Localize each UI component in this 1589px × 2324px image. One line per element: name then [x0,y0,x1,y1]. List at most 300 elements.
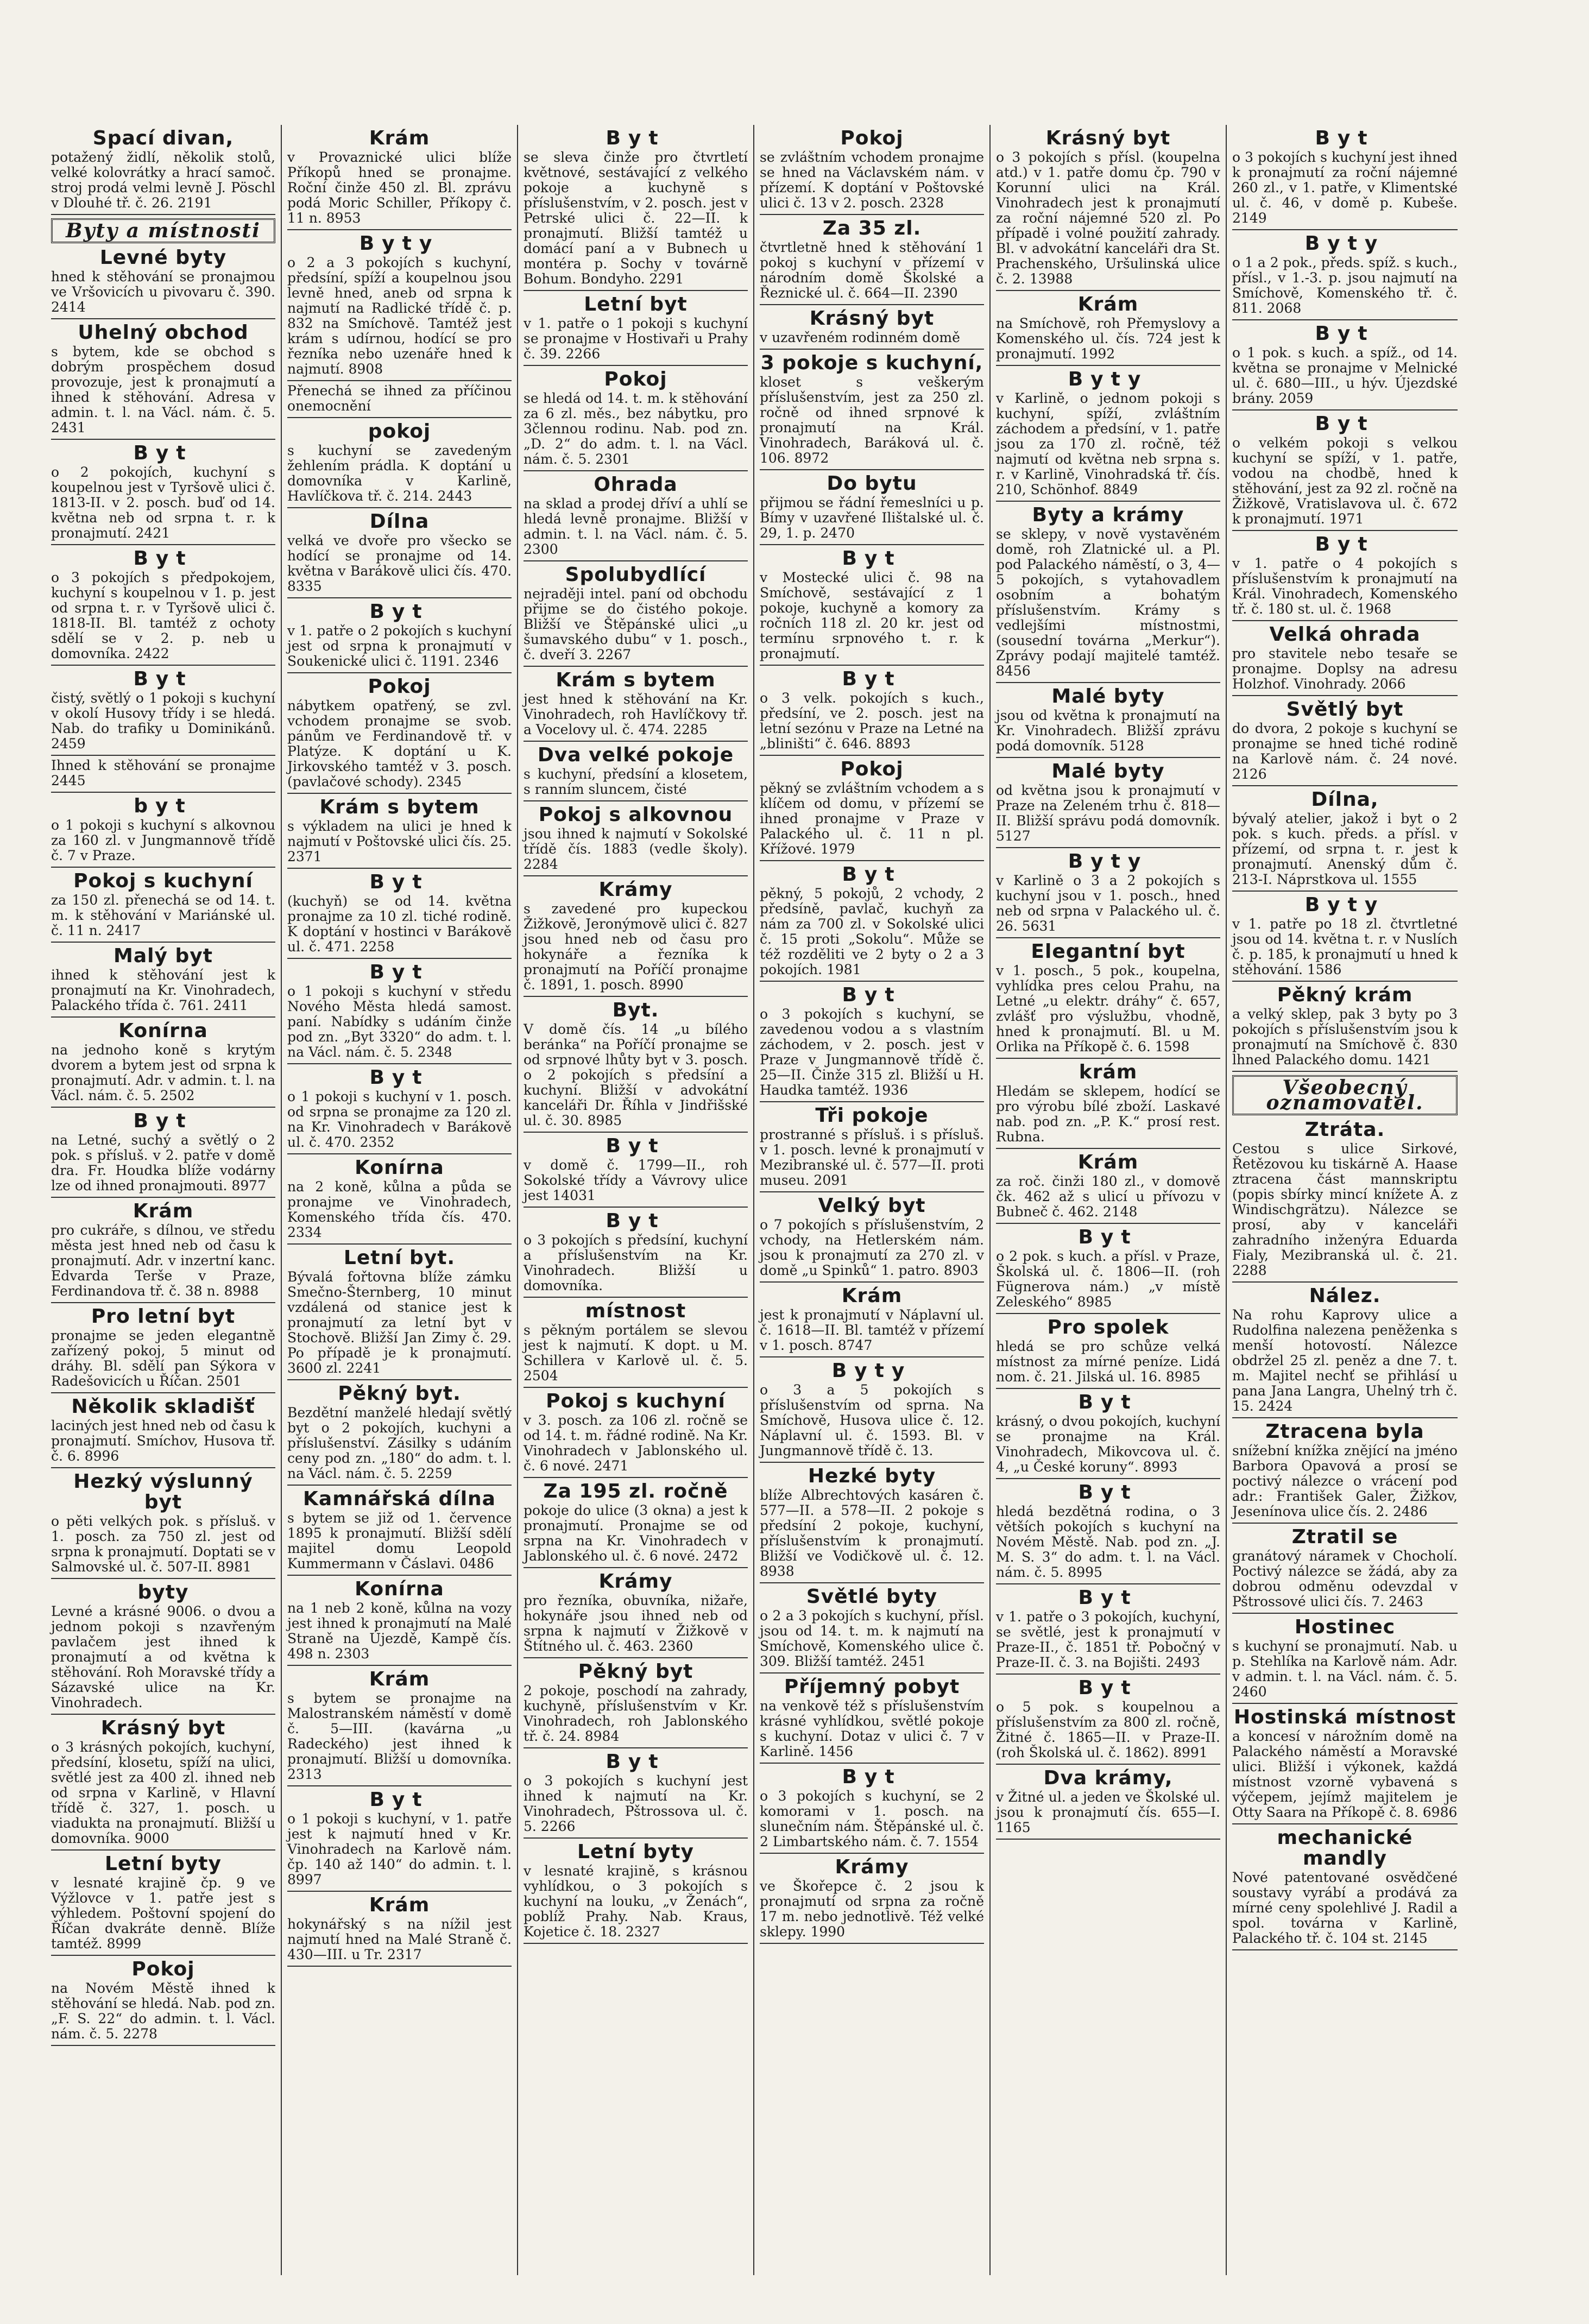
ad-column-6 [1227,125,1463,2275]
ad-title: Malé byty [1051,760,1165,782]
ad-title: Byty [359,232,440,255]
ad-text: prostranné s přísluš. i s přísluš. v 1. posch. levné k pronajmutí v Mezibranské ul. č. 577—II. proti museu. 2091 [760,1127,984,1188]
classified-ad [287,962,512,1060]
ad-title: Krásný byt [1045,127,1171,149]
ad-title: Tři pokoje [815,1104,929,1127]
ad-text: hokynářský s na nížil jest najmutí hned na Malé Straně č. 430—III. u Tr. 2317 [287,1916,512,1962]
ad-title: Byt [1078,1481,1138,1504]
classified-ad [51,128,275,211]
classified-ad [996,1768,1220,1835]
classified-ad [51,871,275,938]
classified-ad [287,602,512,669]
ad-divider [51,1955,275,1956]
ad-divider [996,1478,1220,1479]
ad-title: Pokoj [131,1958,195,1980]
classified-ad [524,565,748,662]
ad-text: v Karlině, o jednom pokoji s kuchyní, spíží, zvláštním záchodem a předsíní, v 1. patře jsou za 170 zl. ročně, též najmutí od května neb srpna s. r. v Karlině, Vinohradská tř. čís. 210, Schönhof. 8849 [996,390,1220,497]
ad-divider [524,1837,748,1839]
ad-title: Byty [1304,894,1385,916]
ad-divider [760,469,984,470]
ad-divider [524,290,748,291]
ad-text: s zavedené pro kupeckou Žižkově, Jeronýmově ulici č. 827 jsou hned neb od času pro hokynáře a řezníka k pronajmutí na Poříčí pronajme č. 1891, 1. posch. 8990 [524,901,748,993]
ad-title: Letní byty [105,1853,222,1875]
ad-divider [524,1132,748,1133]
ad-divider [760,1356,984,1357]
classified-ad [524,1481,748,1564]
classified-ad [760,669,984,751]
ad-text: na 2 koně, kůlna a půda se pronajme ve Vinohradech, Komenského třída čís. 470. 2334 [287,1179,512,1240]
ad-divider [51,867,275,868]
ad-divider [287,793,512,794]
classified-ad [287,1895,512,1962]
ad-text: o 1 pokoji s kuchyní, v 1. patře jest k najmutí hned v Kr. Vinohradech na Karlově nám. čp. 140 až 140“ do admin. t. l. 8997 [287,1811,512,1887]
ad-title: Byt [133,668,193,690]
ad-divider [760,1763,984,1764]
ad-title: Konírna [355,1578,444,1600]
classified-ad [996,761,1220,844]
ad-text: o velkém pokoji s velkou kuchyní se spíží, v 1. patře, vodou na chodbě, hned k stěhování, jest za 92 zl. ročně na Žižkově, Vratislavova ul. č. 672 k pronajmutí. 1971 [1232,435,1458,527]
ad-text: v uzavřeném rodinném domě [760,330,960,345]
ad-text: o 5 pok. s koupelnou a příslušenstvím za 800 zl. ročně, Žitné č. 1865—II. v Praze-II. (roh Školská ul. č. 1862). 8991 [996,1699,1220,1760]
ad-text: hledá se pro schůze velká místnost za mírné peníze. Lidá nom. č. 21. Jilská ul. 16. 8985 [996,1338,1220,1385]
ad-divider [760,1101,984,1102]
ad-divider [51,1107,275,1108]
ad-divider [51,1578,275,1579]
ad-text: jsou ihned k najmutí v Sokolské třídě čís. 1883 (vedle školy). 2284 [524,826,748,872]
ad-text: s kuchyní se pronajmutí. Nab. u p. Stehlíka na Karlově nám. Adr. v admin. t. l. na Václ. nám. č. 5. 2460 [1232,1638,1458,1700]
classified-ad [524,1662,748,1744]
ad-title: Světlé byty [806,1586,938,1608]
ad-title: Byt [606,127,666,149]
classified-ad [287,1669,512,1782]
ad-title: Uhelný obchod [78,321,249,344]
ad-title: Pokoj [368,675,431,698]
ad-divider [996,365,1220,366]
ad-divider [51,544,275,545]
ad-title: Pro letní byt [91,1305,236,1328]
ad-title: Elegantní byt [1031,940,1186,963]
ad-divider [524,996,748,997]
ad-title: Byt [842,668,902,690]
ad-title: Letní byt. [343,1247,456,1269]
ad-text: pěkný se zvláštním vchodem a s klíčem od domu, v přízemí se ihned pronajme v Praze v Palackého ul. č. 11 n pl. Křížové. 1979 [760,780,984,857]
classified-ad [524,805,748,872]
ad-title: Byt [1078,1226,1138,1248]
ad-title: Byty [831,1360,912,1382]
ad-text: Přenechá se ihned za příčinou onemocnění [287,383,512,414]
ad-text: na 1 neb 2 koně, kůlna na vozy jest ihned k pronajmutí na Malé Straně na Újezdě, Kampě čís. 498 n. 2303 [287,1600,512,1662]
classified-ad [996,505,1220,679]
ad-divider [996,290,1220,291]
ad-text: na Smíchově, roh Přemyslovy a Komenského ul. čís. 724 jest k pronajmutí. 1992 [996,315,1220,362]
ad-divider [287,1485,512,1486]
ad-title: mechanické mandly [1277,1827,1413,1870]
ad-title: Pokoj s kuchyní [546,1390,726,1412]
ad-divider [760,214,984,215]
ad-title: Pokoj s alkovnou [538,804,733,826]
ad-divider [1232,1523,1458,1524]
classified-ad [1232,414,1458,527]
ad-divider [287,1153,512,1154]
ad-text: o 1 pokoji s kuchyní s alkovnou za 160 zl. v Jungmannově třídě č. 7 v Praze. [51,817,275,863]
ad-text: čistý, světlý o 1 pokoji s kuchyní v okolí Husovy třídy i se hledá. Nab. do trafiky u Dominikánů. 2459 [51,690,275,751]
classified-ad [524,1301,748,1384]
ad-text: o 3 pokojích s předpokojem, kuchyní s koupelnou v 1. p. jest od srpna t. r. v Tyršově ulici č. 1818-II. Bl. tamtéž z ochoty sdělí se v 2. p. neb u domovníka. 2422 [51,570,275,661]
ad-text: o 1 pokoji s kuchyní v středu Nového Města hledá samost. paní. Nabídky s udáním činže pod zn. „Byt 3320“ do adm. t. l. na Václ. nám. č. 5. 2348 [287,983,512,1060]
ad-title: Krásný byt [100,1717,226,1739]
ad-text: na jednoho koně s krytým dvorem a bytem jest od srpna k pronajmutí. Adr. v admin. t. l. na Václ. nám. č. 5. 2502 [51,1042,275,1103]
ad-title: Byt [133,442,193,464]
ad-divider [524,1387,748,1388]
ad-text: kloset s veškerým příslušenstvím, jest za 250 zl. ročně od ihned srpnové k pronajmutí na Král. Vinohradech, Baráková ul. č. 106. 8972 [760,374,984,466]
ad-text: o 1 pok. s kuch. a spíž., od 14. května se pronajme v Melnické ul. č. 680—III., u hýv. Újezdské brány. 2059 [1232,345,1458,406]
ad-divider [996,1058,1220,1059]
classified-ad [996,1678,1220,1760]
classified-ad [760,864,984,977]
ad-divider [760,1853,984,1854]
ad-column-5 [991,125,1227,2275]
classified-ad [524,1752,748,1834]
classified-ad [996,1588,1220,1670]
ad-text: jest hned k stěhování na Kr. Vinohradech, roh Havlíčkovy tř. a Vocelovy ul. č. 474. 2285 [524,691,748,737]
classified-ad [51,1472,275,1575]
ad-divider [1232,620,1458,621]
classified-ad [287,511,512,594]
classified-ad [1232,233,1458,316]
ad-title: Kamnářská dílna [303,1488,496,1510]
ad-text: v Karlině o 3 a 2 pokojích s kuchyní jsou v 1. posch., hned neb od srpna v Palackého ul. č. 26. 5631 [996,873,1220,934]
classified-ad [524,475,748,557]
ad-divider [524,560,748,561]
ad-divider [287,1785,512,1786]
ad-divider [996,1839,1220,1840]
classified-ad [996,1482,1220,1580]
classified-ad [524,1000,748,1128]
ad-text: se hledá od 14. t. m. k stěhování za 6 zl. měs., bez nábytku, pro 3člennou rodinu. Nab. pod zn. „D. 2“ do adm. t. l. na Václ. nám. č. 5. 2301 [524,390,748,467]
classified-ad [524,369,748,467]
newspaper-classified-page [46,125,1540,2275]
ad-divider [524,1567,748,1568]
ad-divider [51,1016,275,1018]
ad-divider [996,1583,1220,1584]
classified-ad [524,880,748,993]
ad-title: Byt [1315,413,1375,435]
ad-text: v Mostecké ulici č. 98 na Smíchově, sestávající z 1 pokoje, kuchyně a komory za ročních 118 zl. 20 kr. jest od termínu srpnového t. r. k pronajmutí. [760,570,984,661]
ad-text: s kuchyní se zavedeným žehlením prádla. K doptání u domovníka v Karlině, Havlíčkova tř. č. 214. 2443 [287,443,512,504]
classified-ad [1232,1422,1458,1519]
ad-title: Velká ohrada [1269,623,1421,646]
ad-title: Velký byt [818,1195,926,1217]
classified-ad [524,1571,748,1654]
ad-divider [287,1665,512,1666]
ad-divider [524,800,748,801]
classified-ad [51,1854,275,1952]
ad-text: o 3 pokojích s kuchyní, se 2 komorami v 1. posch. na slunečním nám. Štěpánské ul. č. 2 Limbartského nám. č. 7. 1554 [760,1788,984,1849]
ad-title: Krám [1077,293,1139,315]
classified-ad [996,128,1220,287]
ad-title: Ztráta. [1304,1119,1385,1141]
ad-divider [996,501,1220,502]
ad-divider [760,1582,984,1583]
ad-text: v Žitné ul. a jeden ve Školské ul. jsou k pronajmutí čís. 655—I. 1165 [996,1789,1220,1835]
ad-title: Byt [369,601,430,623]
classified-ad [51,1111,275,1193]
ad-divider [524,1747,748,1748]
ad-divider [1232,981,1458,982]
classified-ad [287,1158,512,1240]
ad-text: Hledám se sklepem, hodící se pro výrobu bílé zboží. Laskavé nab. pod zn. „P. K.“ prosí rest. Rubna. [996,1083,1220,1145]
ad-text: do dvora, 2 pokoje s kuchyní se pronajme se hned tiché rodině na Karlově nám. č. 24 nové. 2126 [1232,721,1458,782]
ad-text: s bytem, kde se obchod s dobrým prospěchem dosud provozuje, jest k pronajmutí a ihned k stěhování. Adresa v admin. t. l. na Václ. nám. č. 5. 2431 [51,344,275,435]
ad-title: Letní byt [584,293,688,315]
ad-divider [760,755,984,756]
ad-title: Byt [369,961,430,983]
ad-divider [287,1063,512,1064]
ad-text: snížební knížka znějící na jméno Barbora Opavová a prosí se poctivý nálezce o vrácení pod adr.: František Galer, Žižkov, Jesenínova ulice čís. 2. 2486 [1232,1443,1458,1519]
ad-text: s kuchyní, předsíní a klosetem, s ranním sluncem, čisté [524,766,748,797]
ad-title: Byt [369,871,430,893]
ad-title: Byt [1315,323,1375,345]
ad-divider [996,937,1220,938]
classified-ad [51,1201,275,1299]
ad-divider [524,1207,748,1208]
classified-ad [760,1466,984,1579]
classified-ad [51,1959,275,2042]
ad-title: Spolubydlící [565,564,707,586]
ad-title: Konírna [118,1020,208,1042]
ad-title: Dva velké pokoje [537,744,734,766]
ad-text: ihned k stěhování jest k pronajmutí na Kr. Vinohradech, Palackého třída č. 761. 2411 [51,967,275,1013]
ad-text: o 3 velk. pokojích s kuch., předsíní, ve 2. posch. jest na letní sezónu v Praze na Letné na „bliništi“ č. 646. 8893 [760,690,984,751]
ad-title: Několik skladišť [71,1395,255,1418]
ad-divider [760,860,984,861]
ad-text: v Provaznické ulici blíže Příkopů hned se pronajme. Roční činže 450 zl. Bl. zprávu podá Moric Schiller, Příkopy č. 11 n. 8953 [287,149,512,226]
ad-title: Krám [841,1285,903,1307]
ad-column-1 [46,125,282,2275]
classified-ad [524,745,748,797]
classified-ad [51,1397,275,1464]
ad-title: Malé byty [1051,685,1165,708]
ad-text: Cestou s ulice Sirkové, Řetězovou ku tiskárně A. Haase ztracena část mannskriptu (popis sbírky mincí knížete A. z Windischgrätzu). Nálezce se prosí, aby v kanceláři zahradního inženýra Eduarda Fialy, Mezibranská ul. č. 21. 2288 [1232,1141,1458,1278]
ad-text: o 1 a 2 pok., předs. spíž. s kuch., přísl., v 1.-3. p. jsou najmutí na Smíchově, Komenského tř. č. 811. 2068 [1232,255,1458,316]
ad-divider [287,507,512,508]
classified-ad [287,1068,512,1150]
ad-divider [760,304,984,305]
classified-ad [760,308,984,345]
ad-divider [996,847,1220,848]
ad-title: Byty [1068,368,1149,390]
classified-ad [760,985,984,1098]
classified-ad [51,1718,275,1846]
ad-divider [760,1943,984,1944]
classified-ad [287,1489,512,1571]
ad-text: Na rohu Kaprovy ulice a Rudolfina nalezena peněženka s menší hotovostí. Nálezce obdržel 25 zl. peněz a dne 7. t. m. Majitel nechť se přihlásí u pana Jana Langra, Uhelný trh č. 15. 2424 [1232,1307,1458,1414]
ad-title: Dílna [369,510,430,533]
ad-title: Byt [1078,1587,1138,1609]
ad-divider [51,214,275,215]
ad-divider [51,1197,275,1198]
ad-text: o 3 pokojích s kuchyní jest ihned k najmutí na Kr. Vinohradech, Pštrossova ul. č. 5. 2266 [524,1773,748,1834]
ad-text: v 1. patře o 1 pokoji s kuchyní se pronajme v Hostivaři u Prahy č. 39. 2266 [524,315,748,362]
ad-text: a koncesí v nárožním domě na Palackého náměstí a Moravské ulici. Bližší i výkonek, každá místnost vzorně vybavená s výčepem, jejímž majitelem je Otty Saara na Příkopě č. 8. 6986 [1232,1728,1458,1820]
ad-title: Byty a krámy [1032,504,1184,526]
ad-title: Byt [842,547,902,570]
ad-divider [1232,409,1458,411]
ad-text: bývalý atelier, jakož i byt o 2 pok. s kuch. předs. a přísl. v přízemí, od srpna t. r. jest k pronajmutí. Anenský dům č. 213-I. Náprstkova ul. 1555 [1232,811,1458,887]
ad-text: o 3 pokojích s kuchyní jest ihned k pronajmutí za roční nájemné 260 zl., v 1. patře, v Klimentské ul. č. 46, v domě p. Kubeše. 2149 [1232,149,1458,226]
ad-text: v 1. patře o 2 pokojích s kuchyní jest od srpna k pronajmutí v Soukenické ulici č. 1191. 2346 [287,623,512,669]
ad-title: Do bytu [827,472,917,495]
classified-ad [1232,1286,1458,1414]
ad-divider [524,470,748,471]
ad-title: Krám [369,127,430,149]
ad-text: o 2 pok. s kuch. a přísl. v Praze, Školská ul. č. 1806—II. (roh Fügnerova nám.) „v místě Zeleského“ 8985 [996,1248,1220,1310]
ad-divider [51,1714,275,1715]
ad-text: v lesnaté krajině, s krásnou vyhlídkou, o 3 pokojích s kuchyní na louku, „v Ženách“, poblíž Prahy. Nab. Kraus, Kojetice č. 18. 2327 [524,1863,748,1940]
ad-title: Nález. [1309,1285,1381,1307]
classified-ad [1232,1707,1458,1820]
ad-text: ve Škořepce č. 2 jsou k pronajmutí od srpna za ročně 17 m. nebo jednotlivě. Též velké sklepy. 1990 [760,1878,984,1940]
ad-title: Hostinec [1294,1616,1396,1638]
ad-divider [1232,1613,1458,1614]
classified-ad [51,1021,275,1103]
classified-ad [287,421,512,504]
ad-divider [51,665,275,666]
ad-title: Krámy [835,1856,909,1878]
ad-title: Krásný byt [809,307,935,330]
ad-divider [287,958,512,959]
ad-divider [1232,1281,1458,1283]
classified-ad [524,670,748,737]
ad-divider [1232,530,1458,531]
ad-text: za roč. činži 180 zl., v domově čk. 462 až s ulicí u přívozu v Bubneč č. 462. 2148 [996,1173,1220,1220]
ad-text: čtvrtletně hned k stěhování 1 pokoj s kuchyní v přízemí v národním domě Školské a Řeznické ul. č. 664—II. 2390 [760,239,984,301]
classified-ad [1232,128,1458,226]
classified-ad [287,1579,512,1662]
classified-ad [1232,624,1458,692]
classified-ad [524,1211,748,1293]
classified-ad [996,369,1220,497]
ad-title: Za 35 zl. [822,217,922,239]
ad-text: v 1. patře o 3 pokojích, kuchyní, se světlé, jest k pronajmutí v Praze-II., č. 1851 tř. Pobočný v Praze-II. č. 3. na Bojišti. 2493 [996,1609,1220,1670]
ad-divider [1232,229,1458,230]
ad-text: nejraději intel. paní od obchodu přijme se do čistého pokoje. Bližší ve Štěpánské ulici „u šumavského dubu“ v 1. posch., č. dveří 3. 2267 [524,586,748,662]
ad-text: jest k pronajmutí v Náplavní ul. č. 1618—II. Bl. tamtéž v přízemí v 1. posch. 8747 [760,1307,984,1353]
classified-ad [996,1227,1220,1310]
ad-title: Byt [1078,1391,1138,1413]
ad-text: hned k stěhování se pronajmou ve Vršovicích u pivovaru č. 390. 2414 [51,269,275,315]
ad-title: Byty [1304,232,1385,255]
ad-title: Byt [133,547,193,570]
classified-ad [51,323,275,435]
classified-ad [1232,985,1458,1068]
ad-text: pokoje do ulice (3 okna) a jest k pronajmutí. Pronajme se od srpna na Kr. Vinohradech v Jablonského ul. č. 6 nové. 2472 [524,1502,748,1564]
ad-text: s pěkným portálem se slevou jest k najmutí. K dopt. u M. Schillera v Karlově ul. č. 5. 2504 [524,1322,748,1384]
classified-ad [287,1790,512,1887]
ad-title: Levné byty [99,247,227,269]
ad-text: Ihned k stěhování se pronajme 2445 [51,757,275,788]
ad-divider [996,1764,1220,1765]
section-heading: Byty a místnosti [51,218,275,243]
ad-text: na Letné, suchý a světlý o 2 pok. s přísluš. v 2. patře v domě dra. Fr. Houdka blíže vodárny lze od ihned pronajmouti. 8977 [51,1132,275,1193]
ad-text: pro cukráře, s dílnou, ve středu města jest hned neb od času k pronajmutí. Adr. v inzertní kanc. Edvarda Terše v Praze, Ferdinandova tř. č. 38 n. 8988 [51,1222,275,1299]
classified-ad [287,383,512,414]
ad-divider [287,1575,512,1576]
classified-ad [760,353,984,466]
ad-text: nábytkem opatřený, se zvl. vchodem pronajme se svob. pánům ve Ferdinandově tř. v Platýze. K doptání u K. Jirkovského tamtéž v 3. posch. (pavlačové schody). 2345 [287,698,512,790]
ad-divider [287,868,512,869]
ad-text: o 3 pokojích s předsíní, kuchyní a příslušenstvím na Kr. Vinohradech. Bližší u domovníka. [524,1232,748,1293]
classified-ad [51,946,275,1013]
classified-ad [996,942,1220,1054]
ad-divider [760,1191,984,1192]
ad-text: o 1 pokoji s kuchyní v 1. posch. od srpna se pronajme za 120 zl. na Kr. Vinohradech v Barákově ul. č. 470. 2352 [287,1089,512,1150]
ad-title: Konírna [355,1157,444,1179]
ad-divider [51,1302,275,1303]
classified-ad [996,1152,1220,1220]
ad-text: na Novém Městě ihned k stěhování se hledá. Nab. pod zn. „F. S. 22“ do admin. t. l. Václ. nám. č. 5. 2278 [51,1980,275,2042]
ad-text: laciných jest hned neb od času k pronajmutí. Smíchov, Husova tř. č. 6. 8996 [51,1418,275,1464]
ad-divider [1232,1949,1458,1950]
ad-text: v 3. posch. za 106 zl. ročně se od 14. t. m. řádné rodině. Na Kr. Vinohradech v Jablonského ul. č. 6 nové. 2471 [524,1412,748,1474]
ad-title: Příjemný pobyt [784,1676,960,1698]
classified-ad [996,1062,1220,1145]
ad-title: Byt [369,1066,430,1089]
classified-ad [524,1391,748,1474]
classified-ad [1232,534,1458,617]
classified-ad [287,1384,512,1481]
classified-ad [1232,1828,1458,1946]
classified-ad [760,1857,984,1940]
ad-title: Pěkný krám [1277,984,1413,1006]
ad-title: Hostinská místnost [1233,1706,1456,1728]
ad-column-2 [282,125,518,2275]
ad-title: Byty [1068,850,1149,873]
ad-text: s výkladem na ulici je hned k najmutí v Poštovské ulici čís. 25. 2371 [287,818,512,864]
ad-title: Pěkný byt. [338,1382,461,1405]
ad-title: Ztratil se [1291,1526,1398,1548]
ad-divider [760,1462,984,1463]
ad-text: za 150 zl. přenechá se od 14. t. m. k stěhování v Mariánské ul. č. 11 n. 2417 [51,892,275,938]
ad-divider [51,318,275,319]
classified-ad [760,1106,984,1188]
classified-ad [287,233,512,377]
classified-ad [287,797,512,864]
ad-text: od května jsou k pronajmutí v Praze na Zeleném trhu č. 818—II. Bližší správu podá domovník. 5127 [996,782,1220,844]
classified-ad [760,1286,984,1353]
ad-text: Levné a krásné 9006. o dvou a jednom pokoji s nzavřeným pavlačem jest ihned k pronajmutí a od května k stěhování. Roh Moravské třídy a Sázavské ulice na Kr. Vinohradech. [51,1603,275,1710]
ad-divider [287,417,512,418]
ad-title: Ztracena byla [1265,1420,1424,1443]
ad-text: v domě č. 1799—II., roh Sokolské třídy a Vávrovy ulice jest 14031 [524,1157,748,1203]
ad-text: krásný, o dvou pokojích, kuchyní se pronajme na Král. Vinohradech, Mikovcova ul. č. 4, „u České koruny“. 8993 [996,1413,1220,1475]
ad-title: Byt [606,1210,666,1232]
classified-ad [524,128,748,287]
ad-text: se sklepy, v nově vystavěném domě, roh Zlatnické ul. a Pl. pod Palackého náměstí, o 3, 4—5 pokojích, s vytahovadlem osobním a bohatým příslušenstvím. Krámy s vedlejšími místnostmi, (sousední továrna „Merkur“). Zprávy podají majitelé tamtéž. 8456 [996,526,1220,679]
ad-divider [996,757,1220,758]
ad-title: Krámy [598,879,673,901]
ad-title: byty [137,1581,189,1603]
ad-divider [524,1657,748,1658]
ad-divider [524,741,748,742]
ad-divider [760,1672,984,1673]
ad-text: s bytem se pronajme na Malostranském náměstí v domě č. 5—III. (kavárna „u Radeckého) jest ihned k pronajmutí. Bližší u domovníka. 2313 [287,1690,512,1782]
classified-ad [760,759,984,857]
ad-divider [51,1467,275,1468]
ad-text: potažený židlí, několik stolů, velké kolovrátky a hrací samoč. stroj prodá velmi levně J. Pöschl v Dlouhé tř. č. 26. 2191 [51,149,275,211]
ad-title: Byt. [612,999,659,1021]
ad-divider [51,792,275,793]
